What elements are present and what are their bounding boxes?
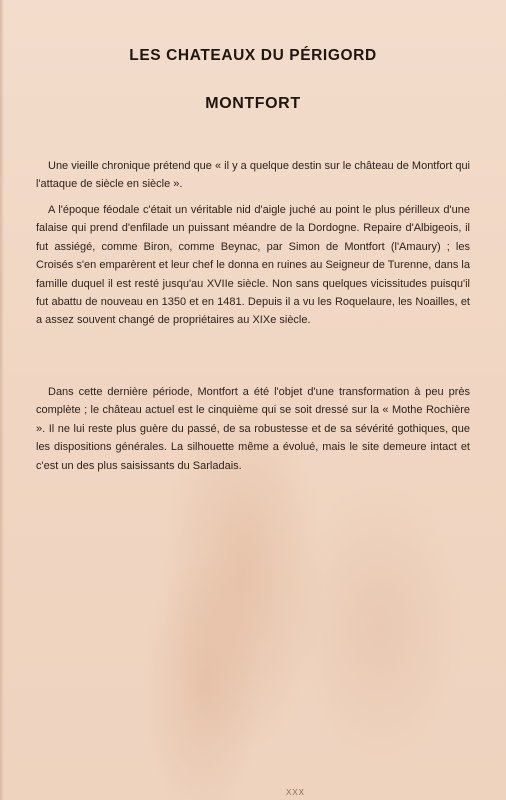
footer-mark: XXX — [286, 788, 306, 797]
paragraph-text: Dans cette dernière période, Montfort a été l'objet d'une transformation à peu près complète ; le château actuel est le cinquième qui se soit dressé sur la « Mothe Rochière ». Il ne lui reste plus guère du passé, de sa robustesse et de sa sévérité gothiques, que les dispositions générales. La silhouette même a évolué, mais le site demeure intact et c'est un des plus saisissants du Sarladais. — [36, 386, 470, 472]
paper-edge — [0, 0, 4, 800]
document-title: LES CHATEAUX DU PÉRIGORD — [129, 47, 377, 64]
paragraph-text: Une vieille chronique prétend que « il y a quelque destin sur le château de Montfort qui l'attaque de siècle en siècle ». — [36, 160, 470, 191]
paragraph-1 — [36, 157, 470, 194]
paragraph-2 — [36, 201, 470, 330]
paragraph-text: A l'époque féodale c'était un véritable nid d'aigle juché au point le plus périlleux d'une falaise qui prend d'enfilade un puissant méandre de la Dordogne. Repaire d'Albigeois, il fut assiégé, comme Biron, comme Beynac, par Simon de Montfort (l'Amaury) ; les Croisés s'en emparèrent et leur chef le donna en ruines au Seigneur de Turenne, dans la famille duquel il est resté jusqu'au XVIIe siècle. Non sans quelques vicissitudes puisqu'il fut abattu de nouveau en 1350 et en 1481. Depuis il a vu les Roquelaure, les Noailles, et a assez souvent changé de propriétaires au XIXe siècle. — [36, 204, 470, 327]
paragraph-3 — [36, 383, 470, 475]
document-subtitle: MONTFORT — [205, 95, 301, 112]
